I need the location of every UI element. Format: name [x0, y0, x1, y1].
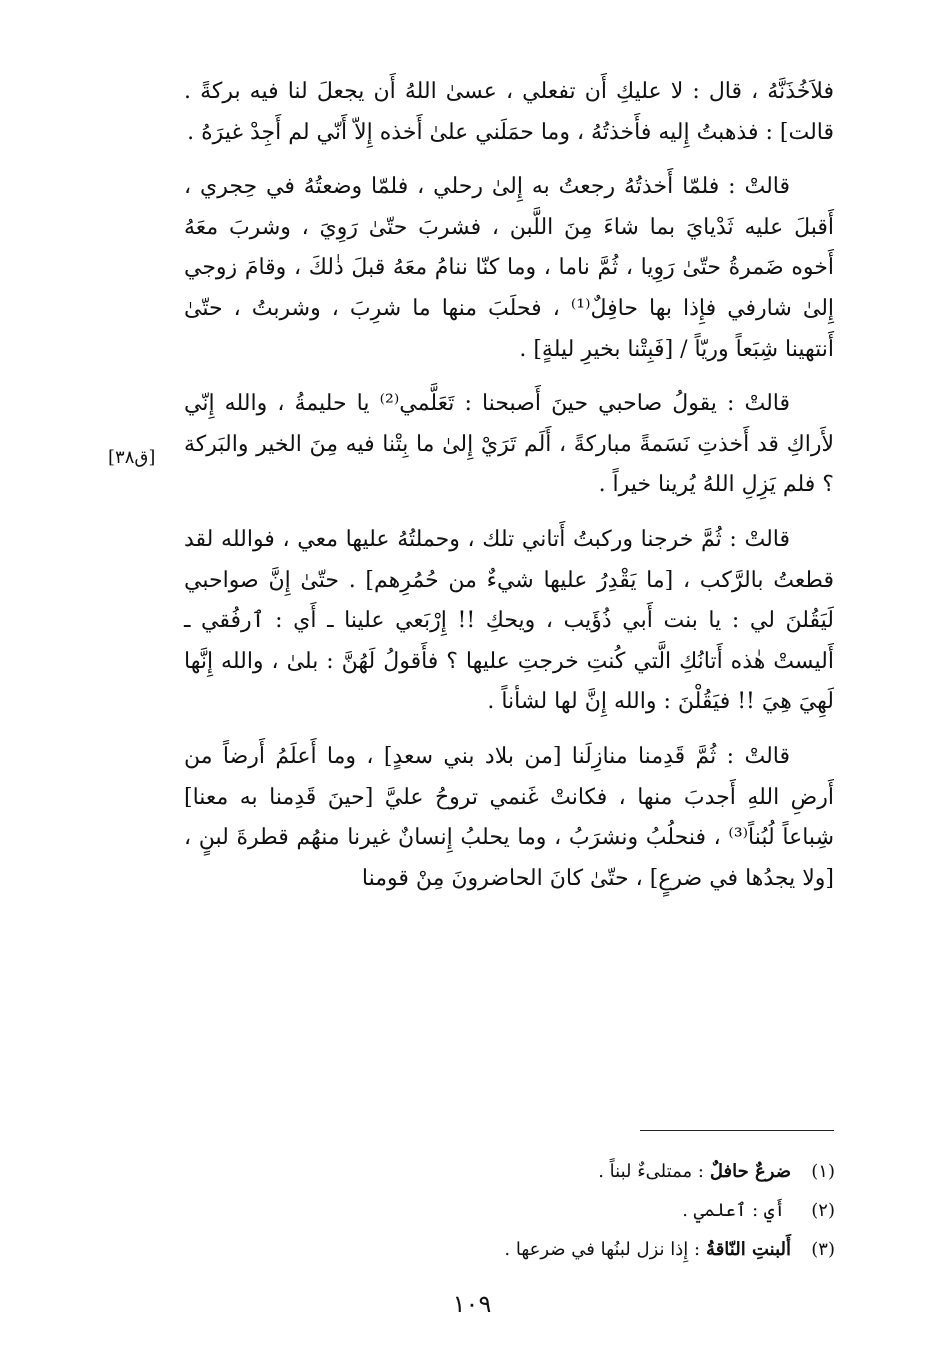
page-number: ١٠٩: [452, 1290, 492, 1318]
paragraph: فلاَخُذَنَّهُ ، قال : لا عليكِ أَن تفعلي ، عسىٰ اللهُ أَن يجعلَ لنا فيه بركةً . قالت] : فذهبتُ إِليه فأَخذتُهُ ، وما حمَلَني علىٰ أَخذه إِلاّ أَنّي لم أَجِدْ غيرَهُ .: [184, 79, 834, 145]
paragraph: قالتْ : يقولُ صاحبي حينَ أَصبحنا : تَعَلَّمي⁽²⁾ يا حليمةُ ، والله إِنّي لأَراكِ قد أَخذتِ نَسَمةً مباركةً ، أَلَم تَرَيْ إِلىٰ ما بِتْنا فيه مِنَ الخير والبَركة ؟ فلم يَزِلِ اللهُ يُرينا خيراً .: [184, 391, 834, 498]
footnote-item: [420, 1230, 835, 1269]
footnote-number: (٣): [811, 1239, 835, 1260]
footnote-item: [420, 1152, 835, 1191]
paragraph: قالتْ : ثُمَّ خرجنا وركبتُ أَتاني تلك ، وحملتُهُ عليها معي ، فوالله لقد قطعتُ بالرَّكب ، [ما يَقْدِرُ عليها شيءٌ من حُمُرِهم] . حتّىٰ إِنَّ صواحبي لَيَقُلنَ لي : يا بنت أَبي ذُؤَيب ، ويحكِ !! إِرْبَعي علينا ـ أَي : ٱرفُقي ـ أَليستْ هٰذه أَتانُكِ الَّتي كُنتِ خرجتِ عليها ؟ فأَقولُ لَهُنَّ : بلىٰ ، والله إِنَّها لَهِيَ هِيَ !! فيَقُلْنَ : والله إِنَّ لها لشأناً .: [184, 526, 834, 715]
manuscript-folio-marker: [ق٣٨]: [108, 447, 156, 468]
footnote-divider: [640, 1130, 834, 1131]
footnote-term: ضرعٌ حافلٌ: [709, 1161, 791, 1182]
paragraph: قالتْ : فلمّا أَخذتُهُ رجعتُ به إِلىٰ رحلي ، فلمّا وضعتُهُ في حِجري ، أَقبلَ عليه ثَدْيايَ بما شاءَ مِنَ اللَّبن ، فشربَ حتّىٰ رَوِيَ ، وشربَ معَهُ أَخوه ضَمرةُ حتّىٰ رَوِيا ، ثُمَّ ناما ، وما كنّا ننامُ معَهُ قبلَ ذٰلكَ ، وقامَ زوجي إِلىٰ شارفي فإِذا بها حافِلٌ⁽¹⁾ ، فحلَبَ منها ما شرِبَ ، وشربتُ ، حتّىٰ أَنتهينا شِبَعاً وريّاً / [فَبِتْنا بخيرِ ليلةٍ] .: [184, 174, 835, 362]
paragraph: قالتْ : ثُمَّ قَدِمنا منازِلَنا [من بلاد بني سعدٍ] ، وما أَعلَمُ أَرضاً من أَرضِ اللهِ أَجدبَ منها ، فكانتْ غَنمي تروحُ عليَّ [حينَ قَدِمنا به معنا] شِباعاً لُبُناً⁽³⁾ ، فنحلُبُ ونشرَبُ ، وما يحلبُ إِنسانٌ غيرنا منهُم قطرةَ لبنٍ ، [ولا يجدُها في ضرعٍ] ، حتّىٰ كانَ الحاضرونَ مِنْ قومنا: [184, 743, 834, 891]
footnote-text: : ممتلىءٌ لبناً .: [598, 1161, 704, 1182]
footnote-text: أَي : ٱعلمي .: [682, 1200, 785, 1221]
footnote-text: : إِذا نزل لبنُها في ضرعها .: [504, 1239, 701, 1260]
footnote-number: (٢): [811, 1200, 835, 1221]
footnote-term: أَلبنتِ النّاقةُ: [706, 1239, 791, 1260]
footnote-item: [420, 1191, 835, 1230]
footnote-number: (١): [811, 1161, 835, 1182]
main-text: [184, 72, 834, 899]
footnotes: [420, 1152, 835, 1269]
